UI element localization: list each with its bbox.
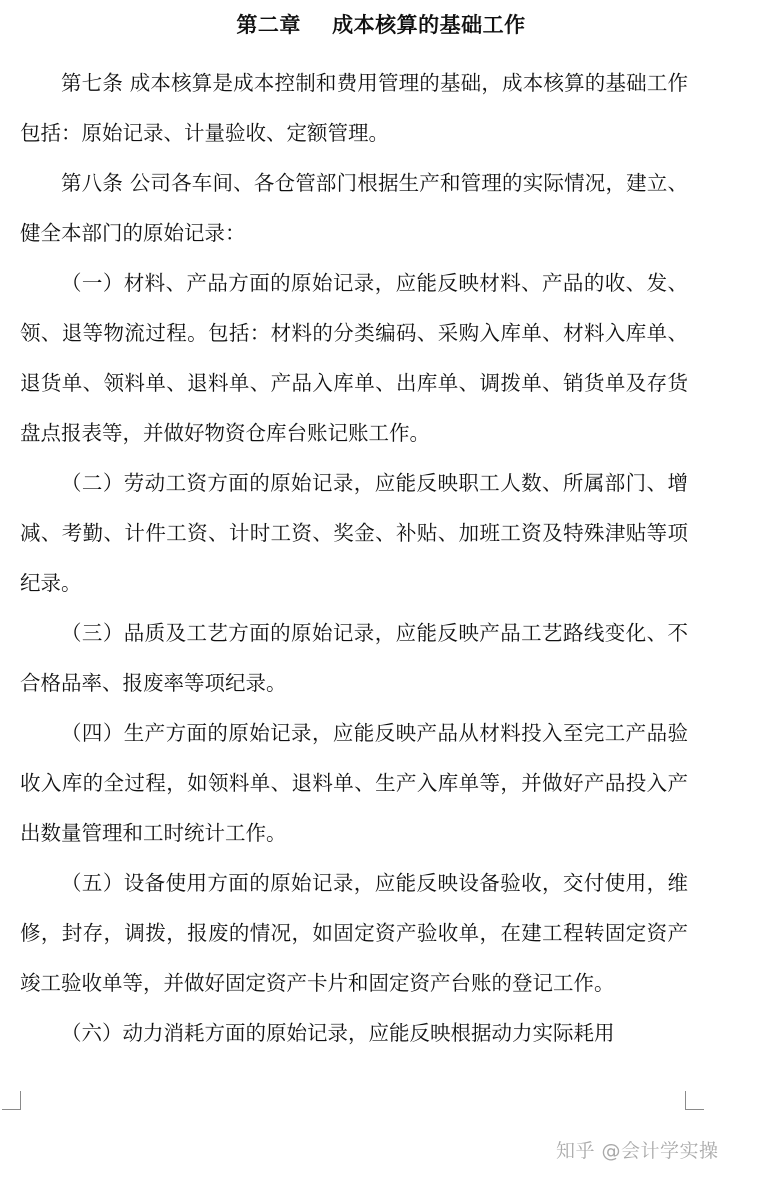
paragraph-item-4: （四）生产方面的原始记录，应能反映产品从材料投入至完工产品验收入库的全过程，如领料单、退料单、生产入库单等，并做好产品投入产出数量管理和工时统计工作。	[20, 721, 688, 845]
paragraph-item-1: （一）材料、产品方面的原始记录，应能反映材料、产品的收、发、领、退等物流过程。包括：材料的分类编码、采购入库单、材料入库单、退货单、领料单、退料单、产品入库单、出库单、调拨单、销货单及存货盘点报表等，并做好物资仓库台账记账工作。	[20, 271, 688, 445]
paragraph-item-2: （二）劳动工资方面的原始记录，应能反映职工人数、所属部门、增减、考勤、计件工资、计时工资、奖金、补贴、加班工资及特殊津贴等项纪录。	[20, 471, 688, 595]
paragraph-item-6: （六）动力消耗方面的原始记录，应能反映根据动力实际耗用	[61, 1021, 615, 1045]
paragraph-article-8: 第八条 公司各车间、各仓管部门根据生产和管理的实际情况，建立、健全本部门的原始记录：	[20, 171, 688, 245]
chapter-title: 第二章 成本核算的基础工作	[236, 12, 526, 37]
paragraph-item-5: （五）设备使用方面的原始记录，应能反映设备验收，交付使用，维修，封存，调拨，报废的情况，如固定资产验收单，在建工程转固定资产竣工验收单等，并做好固定资产卡片和固定资产台账的登记工作。	[20, 871, 688, 995]
page-margin-corner-right	[685, 1091, 704, 1110]
paragraph-article-7: 第七条 成本核算是成本控制和费用管理的基础，成本核算的基础工作包括：原始记录、计量验收、定额管理。	[20, 71, 688, 145]
paragraph-item-3: （三）品质及工艺方面的原始记录，应能反映产品工艺路线变化、不合格品率、报废率等项纪录。	[20, 621, 688, 695]
watermark: 知乎 @会计学实操	[556, 1140, 719, 1162]
page-margin-corner-left	[2, 1091, 21, 1110]
document-body	[20, 58, 688, 1058]
